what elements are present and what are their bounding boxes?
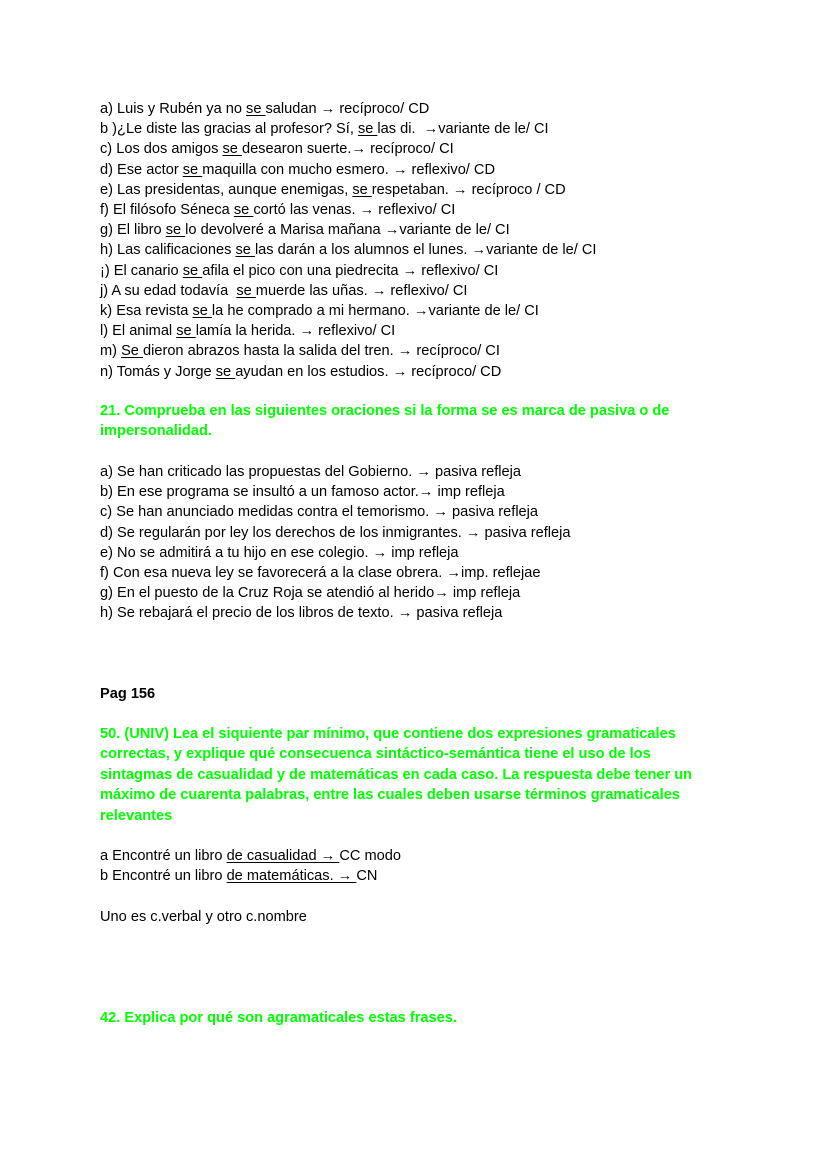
list-item: b )¿Le diste las gracias al profesor? Sí, se las di. →variante de le/ CI — [100, 121, 549, 138]
list-item: d) Se regularán por ley los derechos de los inmigrantes. → pasiva refleja — [100, 524, 571, 541]
list-item: c) Se han anunciado medidas contra el temorismo. → pasiva refleja — [100, 504, 539, 521]
heading-line: 21. Comprueba en las siguientes oraciones si la forma se es marca de pasiva o de — [100, 403, 670, 419]
list-item: f) El filósofo Séneca se cortó las venas. → reflexivo/ CI — [100, 202, 456, 219]
exercise-50-answer: Uno es c.verbal y otro c.nombre — [100, 909, 307, 925]
list-item: n) Tomás y Jorge se ayudan en los estudios. → recíproco/ CD — [100, 363, 502, 380]
exercise-21-list — [100, 462, 760, 624]
list-item: j) A su edad todavía se muerde las uñas. → reflexivo/ CI — [100, 282, 468, 299]
list-item: g) El libro se lo devolveré a Marisa mañana →variante de le/ CI — [100, 222, 510, 239]
list-item: m) Se dieron abrazos hasta la salida del tren. → recíproco/ CI — [100, 343, 500, 360]
list-item: b) En ese programa se insultó a un famoso actor.→ imp refleja — [100, 484, 505, 501]
exercise-42-heading: 42. Explica por qué son agramaticales estas frases. — [100, 1010, 457, 1026]
page-label: Pag 156 — [100, 686, 156, 702]
exercise-50-heading — [100, 724, 760, 826]
list-item: g) En el puesto de la Cruz Roja se atendió al herido→ imp refleja — [100, 585, 521, 602]
list-item: ¡) El canario se afila el pico con una piedrecita → reflexivo/ CI — [100, 262, 499, 279]
heading-line: máximo de cuarenta palabras, entre las cuales deben usarse términos gramaticales — [100, 787, 680, 804]
list-item: k) Esa revista se la he comprado a mi hermano. →variante de le/ CI — [100, 303, 539, 320]
heading-line: correctas, y explique qué consecuenca sintáctico-semántica tiene el uso de los — [100, 746, 651, 763]
heading-line: sintagmas de casualidad y de matemáticas en cada caso. La respuesta debe tener un — [100, 766, 693, 783]
list-item: d) Ese actor se maquilla con mucho esmero. → reflexivo/ CD — [100, 161, 495, 178]
list-item: a) Luis y Rubén ya no se saludan → recíproco/ CD — [100, 101, 430, 117]
heading-line: impersonalidad. — [100, 423, 212, 440]
list-item: h) Se rebajará el precio de los libros de texto. → pasiva refleja — [100, 605, 503, 622]
heading-line: 50. (UNIV) Lea el siquiente par mínimo, que contiene dos expresiones gramaticales — [100, 726, 676, 742]
list-item: l) El animal se lamía la herida. → reflexivo/ CI — [100, 323, 396, 340]
se-values-list — [100, 99, 760, 382]
list-item: e) No se admitirá a tu hijo en ese colegio. → imp refleja — [100, 544, 459, 561]
list-item: b Encontré un libro de matemáticas. → CN — [100, 868, 378, 885]
list-item: c) Los dos amigos se desearon suerte.→ recíproco/ CI — [100, 141, 454, 158]
list-item: a) Se han criticado las propuestas del Gobierno. → pasiva refleja — [100, 464, 522, 480]
list-item: a Encontré un libro de casualidad → CC modo — [100, 848, 401, 864]
list-item: f) Con esa nueva ley se favorecerá a la clase obrera. →imp. reflejae — [100, 565, 541, 582]
heading-line: relevantes — [100, 807, 173, 824]
exercise-50-list — [100, 846, 760, 886]
list-item: h) Las calificaciones se las darán a los alumnos el lunes. →variante de le/ CI — [100, 242, 597, 259]
list-item: e) Las presidentas, aunque enemigas, se respetaban. → recíproco / CD — [100, 181, 566, 198]
exercise-21-heading — [100, 401, 760, 442]
